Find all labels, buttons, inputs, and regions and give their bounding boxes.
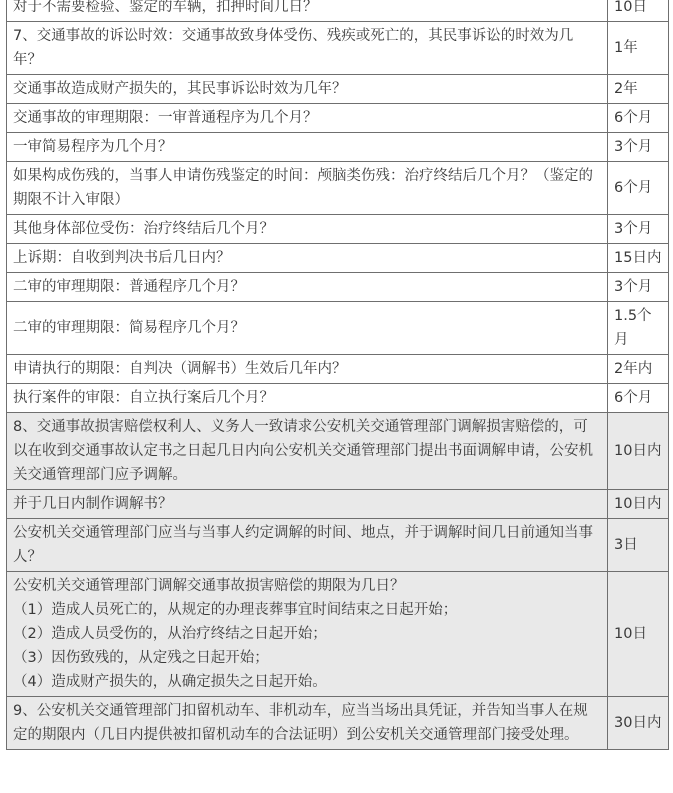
answer-cell: 6个月 <box>608 384 669 413</box>
question-text: 执行案件的审限：自立执行案后几个月？ <box>13 390 274 406</box>
table-row <box>7 162 669 215</box>
question-text: 并于几日内制作调解书？ <box>13 496 173 512</box>
table-row <box>7 133 669 162</box>
answer-cell: 1年 <box>608 22 669 75</box>
question-text: 如果构成伤残的，当事人申请伤残鉴定的时间：颅脑类伤残：治疗终结后几个月？（鉴定的期限不计入审限） <box>13 168 593 208</box>
question-text: （3）因伤致残的，从定残之日起开始； <box>13 650 269 666</box>
answer-cell: 3个月 <box>608 273 669 302</box>
question-text: 交通事故造成财产损失的，其民事诉讼时效为几年？ <box>13 81 347 97</box>
question-cell <box>7 302 608 355</box>
question-cell <box>7 697 608 750</box>
answer-cell: 1.5个月 <box>608 302 669 355</box>
qa-table <box>6 0 669 750</box>
question-text: 其他身体部位受伤：治疗终结后几个月？ <box>13 221 274 237</box>
table-row <box>7 244 669 273</box>
answer-cell: 6个月 <box>608 162 669 215</box>
table-row <box>7 0 669 22</box>
question-cell <box>7 384 608 413</box>
answer-cell: 3日 <box>608 519 669 572</box>
question-cell <box>7 75 608 104</box>
table-row <box>7 384 669 413</box>
question-text: 交通事故的审理期限：一审普通程序为几个月？ <box>13 110 318 126</box>
question-text: 公安机关交通管理部门应当与当事人约定调解的时间、地点，并于调解时间几日前通知当事人？ <box>13 525 593 565</box>
table-row <box>7 519 669 572</box>
answer-cell: 2年 <box>608 75 669 104</box>
table-row <box>7 490 669 519</box>
question-cell <box>7 22 608 75</box>
question-cell <box>7 0 608 22</box>
question-text: 申请执行的期限：自判决（调解书）生效后几年内？ <box>13 361 347 377</box>
table-row <box>7 572 669 697</box>
question-text: （2）造成人员受伤的，从治疗终结之日起开始； <box>13 626 327 642</box>
question-text: 7、交通事故的诉讼时效：交通事故致身体受伤、残疾或死亡的，其民事诉讼的时效为几年？ <box>13 28 574 68</box>
answer-cell: 2年内 <box>608 355 669 384</box>
answer-cell: 15日内 <box>608 244 669 273</box>
qa-table-body <box>7 0 669 750</box>
table-row <box>7 697 669 750</box>
table-row <box>7 273 669 302</box>
answer-cell: 6个月 <box>608 104 669 133</box>
question-text: 对于不需要检验、鉴定的车辆，扣押时间几日？ <box>13 0 318 15</box>
question-cell <box>7 244 608 273</box>
question-text: 上诉期：自收到判决书后几日内？ <box>13 250 231 266</box>
table-row <box>7 413 669 490</box>
question-text: 公安机关交通管理部门调解交通事故损害赔偿的期限为几日？ <box>13 578 405 594</box>
question-text: 二审的审理期限：简易程序几个月？ <box>13 320 245 336</box>
table-row <box>7 302 669 355</box>
question-text: （1）造成人员死亡的，从规定的办理丧葬事宜时间结束之日起开始； <box>13 602 458 618</box>
question-cell <box>7 162 608 215</box>
answer-cell: 3个月 <box>608 133 669 162</box>
question-text: （4）造成财产损失的，从确定损失之日起开始。 <box>13 674 327 690</box>
question-text: 9、公安机关交通管理部门扣留机动车、非机动车，应当当场出具凭证，并告知当事人在规定的期限内（几日内提供被扣留机动车的合法证明）到公安机关交通管理部门接受处理。 <box>13 703 588 743</box>
table-row <box>7 355 669 384</box>
table-row <box>7 75 669 104</box>
question-cell <box>7 104 608 133</box>
question-text: 8、交通事故损害赔偿权利人、义务人一致请求公安机关交通管理部门调解损害赔偿的，可以在收到交通事故认定书之日起几日内向公安机关交通管理部门提出书面调解申请，公安机关交通管理部门应予调解。 <box>13 419 593 483</box>
question-cell <box>7 572 608 697</box>
table-row <box>7 215 669 244</box>
table-row <box>7 22 669 75</box>
answer-cell: 10日内 <box>608 413 669 490</box>
answer-cell: 10日 <box>608 0 669 22</box>
question-text: 二审的审理期限：普通程序几个月？ <box>13 279 245 295</box>
question-cell <box>7 355 608 384</box>
question-text: 一审简易程序为几个月？ <box>13 139 173 155</box>
question-cell <box>7 413 608 490</box>
answer-cell: 10日内 <box>608 490 669 519</box>
question-cell <box>7 133 608 162</box>
answer-cell: 10日 <box>608 572 669 697</box>
answer-cell: 3个月 <box>608 215 669 244</box>
question-cell <box>7 490 608 519</box>
table-row <box>7 104 669 133</box>
answer-cell: 30日内 <box>608 697 669 750</box>
question-cell <box>7 273 608 302</box>
question-cell <box>7 519 608 572</box>
question-cell <box>7 215 608 244</box>
